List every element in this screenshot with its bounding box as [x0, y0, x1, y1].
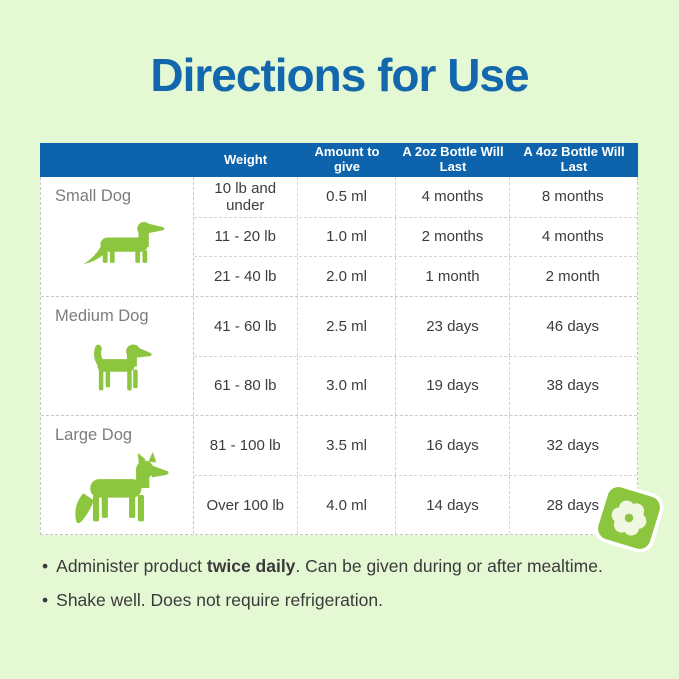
note-administer — [42, 556, 652, 577]
bottle-4oz-cell: 38 days — [509, 357, 636, 415]
husky-icon — [69, 451, 193, 532]
weight-cell: 11 - 20 lb — [214, 228, 276, 246]
large-dog-label: Large Dog — [55, 425, 133, 444]
header-cell-dog-type — [40, 143, 193, 177]
amount-cell: 2.0 ml — [297, 257, 395, 296]
dosage-table — [40, 143, 638, 535]
weight-cell: 81 - 100 lb — [209, 436, 281, 454]
bottle-4oz-cell: 32 days — [509, 416, 636, 475]
usage-notes — [42, 556, 652, 624]
small-dog-label: Small Dog — [55, 187, 132, 205]
bottle-4oz-cell: 8 months — [509, 177, 636, 217]
table-row — [194, 297, 638, 356]
bullet-icon: • — [42, 590, 49, 610]
bottle-4oz-cell: 2 month — [509, 257, 636, 296]
amount-cell: 3.0 ml — [297, 357, 395, 415]
bottle-2oz-cell: 16 days — [395, 416, 509, 475]
header-cell-2oz-bottle: A 2oz Bottle Will Last — [402, 144, 504, 174]
bottle-2oz-cell: 1 month — [395, 257, 509, 296]
bottle-4oz-cell: 4 months — [509, 218, 636, 257]
amount-cell: 2.5 ml — [297, 297, 395, 356]
weight-cell: 61 - 80 lb — [213, 377, 277, 395]
bottle-4oz-cell: 28 days — [509, 476, 636, 534]
large-dog-cell — [41, 416, 193, 535]
weight-cell: 41 - 60 lb — [213, 317, 277, 335]
medium-dog-rows — [193, 297, 638, 415]
bottle-2oz-cell: 4 months — [395, 177, 509, 217]
bottle-2oz-cell: 2 months — [395, 218, 509, 257]
medium-dog-label: Medium Dog — [55, 306, 149, 325]
table-header-row — [40, 143, 638, 177]
amount-cell: 4.0 ml — [297, 476, 395, 534]
large-dog-rows — [193, 416, 638, 535]
small-dog-cell — [41, 177, 193, 296]
group-small-dog — [41, 177, 637, 296]
weight-cell: 21 - 40 lb — [213, 267, 277, 285]
group-medium-dog — [41, 296, 637, 415]
table-row — [194, 416, 638, 475]
small-dog-rows — [193, 177, 638, 296]
table-row — [194, 475, 638, 534]
page-title: Directions for Use — [150, 49, 529, 101]
note-text: Administer product twice daily. Can be given during or after mealtime. — [56, 556, 603, 576]
amount-cell: 0.5 ml — [297, 177, 395, 217]
table-row — [194, 217, 638, 257]
weight-cell: Over 100 lb — [206, 496, 285, 514]
amount-cell: 1.0 ml — [297, 218, 395, 257]
group-large-dog — [41, 415, 637, 535]
header-cell-4oz-bottle: A 4oz Bottle Will Last — [523, 144, 625, 174]
header-cell-amount: Amount to give — [314, 144, 380, 174]
bottle-2oz-cell: 19 days — [395, 357, 509, 415]
medium-dog-cell — [41, 297, 193, 415]
bullet-icon: • — [42, 556, 49, 576]
dachshund-icon — [81, 220, 193, 266]
bottle-2oz-cell: 14 days — [395, 476, 509, 534]
bottle-2oz-cell: 23 days — [395, 297, 509, 356]
note-text: Shake well. Does not require refrigeration. — [56, 590, 383, 610]
note-shake-well — [42, 590, 652, 611]
beagle-icon — [81, 338, 193, 401]
weight-cell: 10 lb and under — [214, 179, 277, 214]
table-row — [194, 356, 638, 415]
table-body — [40, 177, 638, 535]
bottle-4oz-cell: 46 days — [509, 297, 636, 356]
table-row — [194, 177, 638, 217]
header-cell-weight: Weight — [223, 151, 268, 167]
table-row — [194, 256, 638, 296]
amount-cell: 3.5 ml — [297, 416, 395, 475]
